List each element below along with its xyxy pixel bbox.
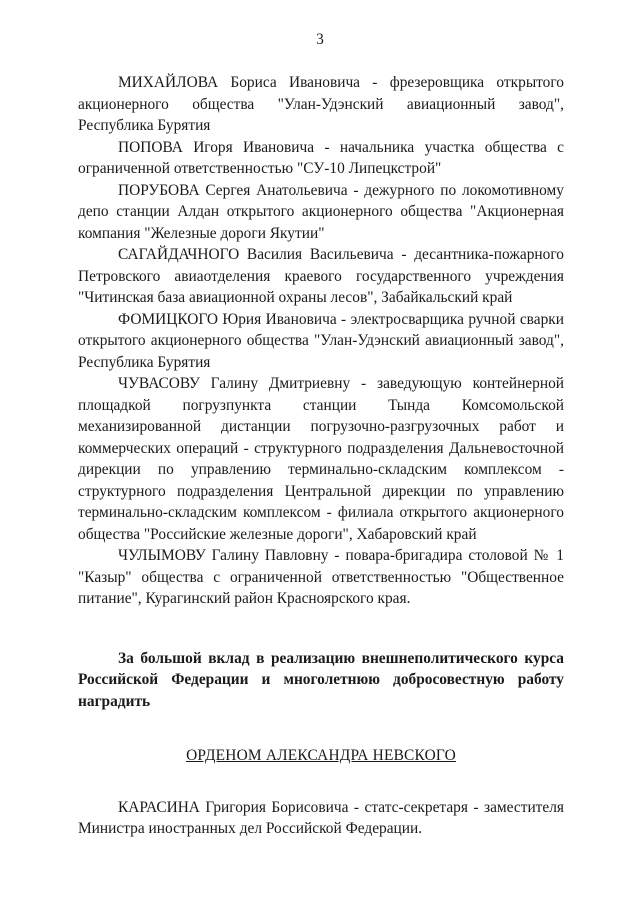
decree-statement: За большой вклад в реализацию внешнеполитического курса Российской Федерации и многолетнюю добросовестную работу наградить — [78, 649, 564, 710]
award-entry-chulymova: ЧУЛЫМОВУ Галину Павловну - повара-бригадира столовой № 1 "Казыр" общества с ограниченной ответственностью "Общественное питание", Курагинский район Красноярского края. — [78, 547, 564, 607]
award-entry-porubov: ПОРУБОВА Сергея Анатольевича - дежурного по локомотивному депо станции Алдан открытого акционерного общества "Акционерная компания "Железные дороги Якутии" — [78, 181, 564, 242]
award-entry-sagaidachny: САГАЙДАЧНОГО Василия Васильевича - десантника-пожарного Петровского авиаотделения краевого государственного учреждения "Читинская база авиационной охраны лесов", Забайкальский край — [78, 246, 564, 306]
document-body — [78, 72, 564, 840]
award-entry-chuvasova: ЧУВАСОВУ Галину Дмитриевну - заведующую контейнерной площадкой погрузпункта станции Тында Комсомольской механизированной дистанции погрузочно-разгрузочных работ и коммерческих операций - структурного подразделения Дальневосточной дирекции по управлению терминально-складским комплексом - структурного подразделения Центральной дирекции по управлению терминально-складским комплексом - филиала открытого акционерного общества "Российские железные дороги", Хабаровский край — [78, 375, 564, 543]
award-entry-karasin: КАРАСИНА Григория Борисовича - статс-секретаря - заместителя Министра иностранных дел Российской Федерации. — [78, 798, 564, 837]
order-title: ОРДЕНОМ АЛЕКСАНДРА НЕВСКОГО — [186, 747, 456, 764]
award-entry-mikhailov: МИХАЙЛОВА Бориса Ивановича - фрезеровщика открытого акционерного общества "Улан-Удэнский авиационный завод", Республика Бурятия — [78, 74, 564, 134]
award-entry-fomitsky: ФОМИЦКОГО Юрия Ивановича - электросварщика ручной сварки открытого акционерного общества "Улан-Удэнский авиационный завод", Республика Бурятия — [78, 310, 564, 371]
award-entry-popov: ПОПОВА Игоря Ивановича - начальника участка общества с ограниченной ответственностью "СУ-10 Липецкстрой" — [78, 138, 564, 177]
page-number: 3 — [316, 31, 324, 48]
